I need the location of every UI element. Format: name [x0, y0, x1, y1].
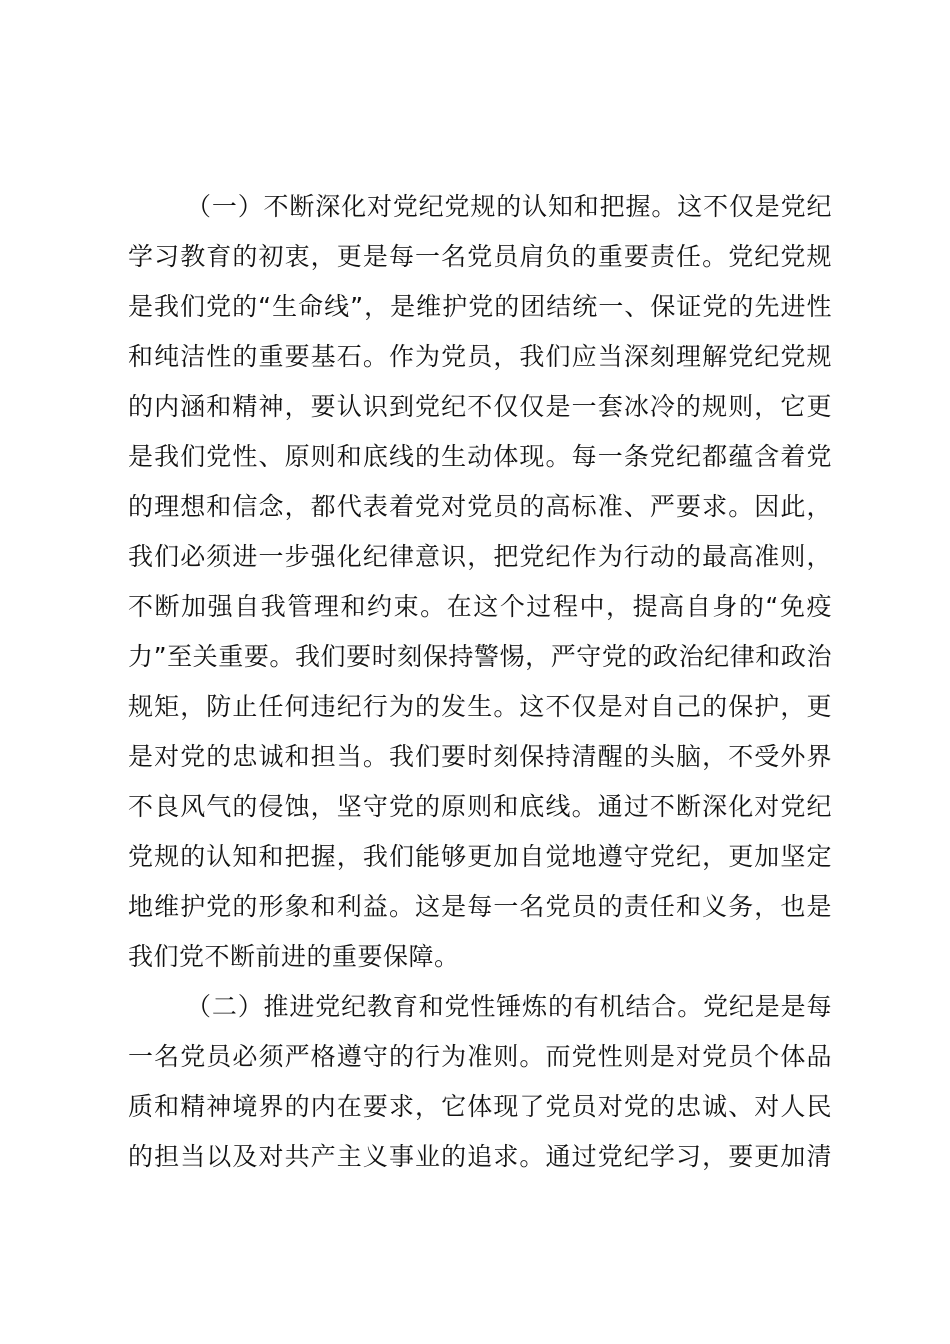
paragraph-2 [128, 982, 832, 1182]
paragraph-line: 的内涵和精神，要认识到党纪不仅仅是一套冰冷的规则，它更 [128, 392, 832, 421]
paragraph-line: 是对党的忠诚和担当。我们要时刻保持清醒的头脑，不受外界 [128, 742, 832, 771]
paragraph-line: 地维护党的形象和利益。这是每一名党员的责任和义务，也是 [128, 892, 832, 921]
paragraph-line: 是我们党性、原则和底线的生动体现。每一条党纪都蕴含着党 [128, 442, 832, 471]
paragraph-line: 不断加强自我管理和约束。在这个过程中，提高自身的“免疫 [128, 592, 832, 621]
paragraph-line: 规矩，防止任何违纪行为的发生。这不仅是对自己的保护，更 [128, 692, 832, 721]
paragraph-line: 不良风气的侵蚀，坚守党的原则和底线。通过不断深化对党纪 [128, 792, 832, 821]
paragraph-line: 力”至关重要。我们要时刻保持警惕，严守党的政治纪律和政治 [128, 642, 832, 671]
paragraph-line: 我们党不断前进的重要保障。 [128, 942, 460, 971]
document-body [128, 182, 832, 1182]
paragraph-line: 质和精神境界的内在要求，它体现了党员对党的忠诚、对人民 [128, 1092, 832, 1121]
paragraph-line: 学习教育的初衷，更是每一名党员肩负的重要责任。党纪党规 [128, 242, 832, 271]
paragraph-1 [128, 182, 832, 982]
paragraph-line: （一）不断深化对党纪党规的认知和把握。这不仅是党纪 [186, 192, 832, 221]
paragraph-line: 的理想和信念，都代表着党对党员的高标准、严要求。因此， [128, 492, 832, 521]
paragraph-line: 和纯洁性的重要基石。作为党员，我们应当深刻理解党纪党规 [128, 342, 832, 371]
paragraph-line: 是我们党的“生命线”，是维护党的团结统一、保证党的先进性 [128, 292, 832, 321]
paragraph-line: （二）推进党纪教育和党性锤炼的有机结合。党纪是是每 [186, 992, 832, 1021]
paragraph-line: 我们必须进一步强化纪律意识，把党纪作为行动的最高准则， [128, 542, 832, 571]
paragraph-line: 的担当以及对共产主义事业的追求。通过党纪学习，要更加清 [128, 1142, 832, 1171]
paragraph-line: 党规的认知和把握，我们能够更加自觉地遵守党纪，更加坚定 [128, 842, 832, 871]
paragraph-line: 一名党员必须严格遵守的行为准则。而党性则是对党员个体品 [128, 1042, 832, 1071]
